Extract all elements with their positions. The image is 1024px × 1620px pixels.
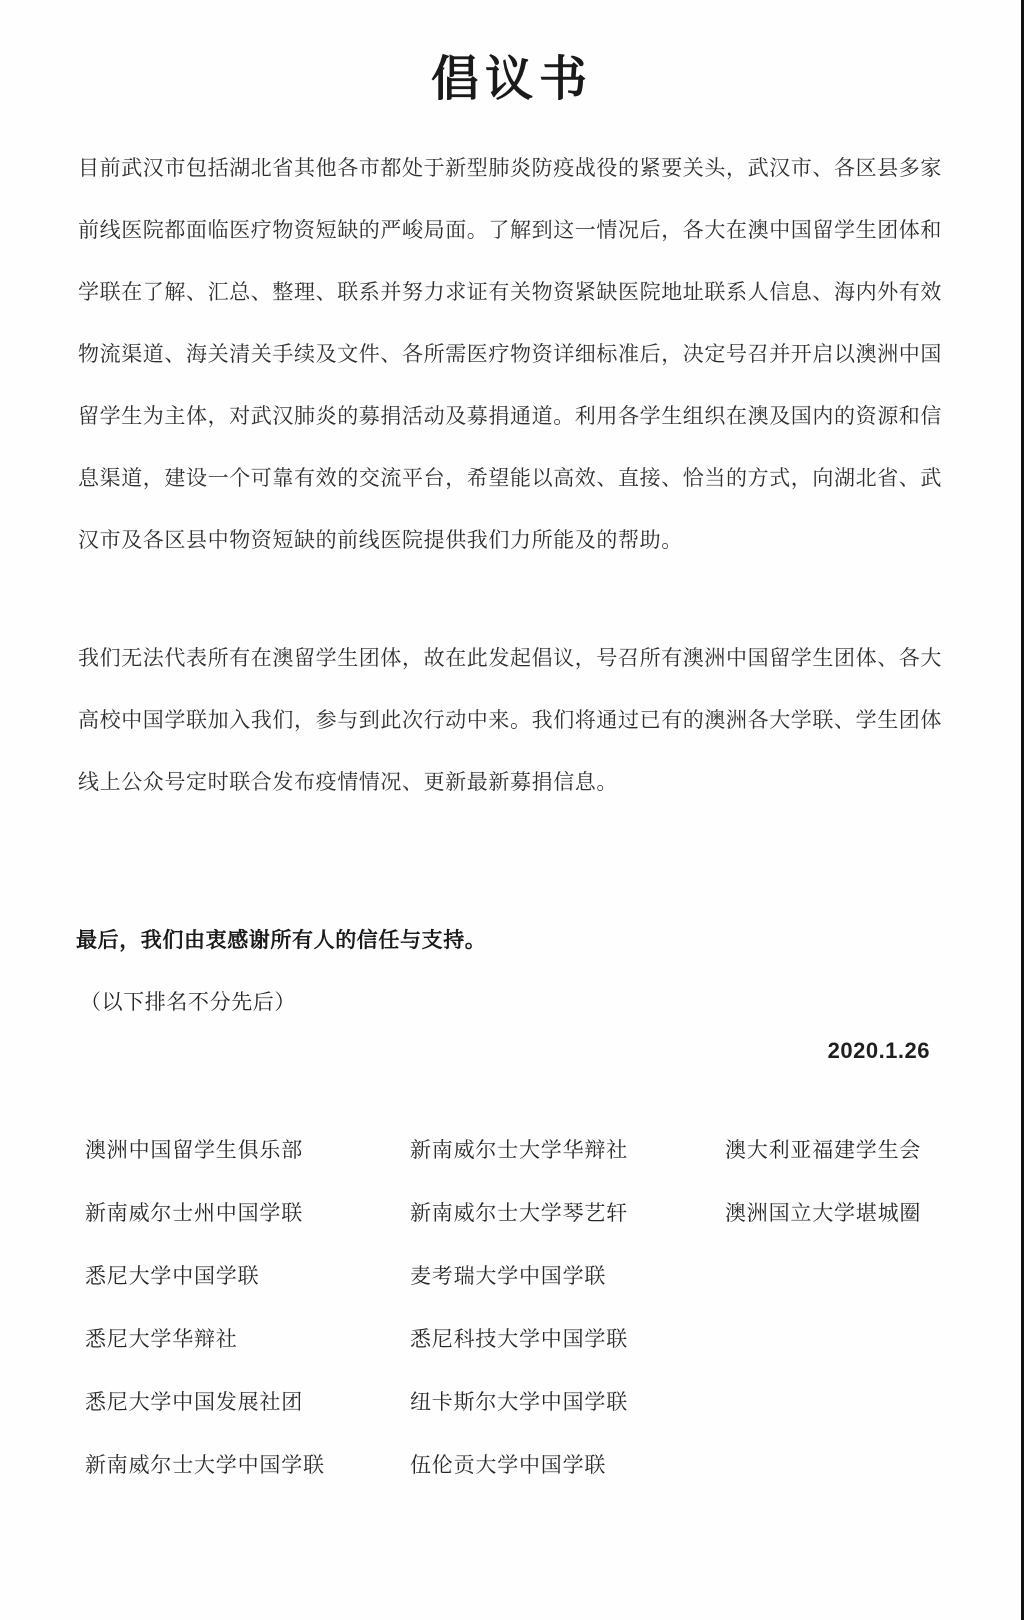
signatory-empty-cell — [725, 1434, 1024, 1497]
paragraph-line: 前线医院都面临医疗物资短缺的严峻局面。了解到这一情况后，各大在澳中国留学生团体和 — [78, 219, 942, 242]
signatory-name: 新南威尔士州中国学联 — [85, 1202, 303, 1225]
signatory-name: 澳洲国立大学堪城圈 — [725, 1202, 922, 1225]
paragraph-line: 汉市及各区县中物资短缺的前线医院提供我们力所能及的帮助。 — [78, 529, 683, 552]
paragraph-line: 物流渠道、海关清关手续及文件、各所需医疗物资详细标准后，决定号召并开启以澳洲中国 — [78, 343, 942, 366]
signatory-name: 新南威尔士大学华辩社 — [410, 1139, 628, 1162]
signatory-list — [0, 1119, 1024, 1497]
paragraph-line: 学联在了解、汇总、整理、联系并努力求证有关物资紧缺医院地址联系人信息、海内外有效 — [78, 281, 942, 304]
signatory-name: 悉尼科技大学中国学联 — [410, 1328, 628, 1351]
signatory-name: 澳洲中国留学生俱乐部 — [85, 1139, 303, 1162]
paragraph — [78, 138, 950, 572]
signatory-name: 澳大利亚福建学生会 — [725, 1139, 922, 1162]
signatory-name: 悉尼大学华辩社 — [85, 1328, 238, 1351]
signatory-empty-cell — [725, 1371, 1024, 1434]
signatory-empty-cell — [725, 1245, 1024, 1308]
body-paragraphs — [0, 138, 1024, 814]
paragraph-line: 我们无法代表所有在澳留学生团体，故在此发起倡议，号召所有澳洲中国留学生团体、各大 — [78, 647, 942, 670]
signatory-name: 悉尼大学中国学联 — [85, 1265, 260, 1288]
paragraph-line: 留学生为主体，对武汉肺炎的募捐活动及募捐通道。利用各学生组织在澳及国内的资源和信 — [78, 405, 942, 428]
page-title: 倡议书 — [430, 53, 593, 106]
paragraph-line: 息渠道，建设一个可靠有效的交流平台，希望能以高效、直接、恰当的方式，向湖北省、武 — [78, 467, 942, 490]
ranking-note-line: （以下排名不分先后） — [80, 991, 296, 1014]
paragraph-line: 目前武汉市包括湖北省其他各市都处于新型肺炎防疫战役的紧要关头，武汉市、各区县多家 — [78, 157, 942, 180]
paragraph-line: 高校中国学联加入我们，参与到此次行动中来。我们将通过已有的澳洲各大学联、学生团体 — [78, 709, 942, 732]
paragraph — [78, 628, 950, 814]
signatory-name: 悉尼大学中国发展社团 — [85, 1391, 303, 1414]
closing-thanks-line: 最后，我们由衷感谢所有人的信任与支持。 — [76, 929, 487, 952]
signatory-name: 麦考瑞大学中国学联 — [410, 1265, 607, 1288]
signatory-name: 新南威尔士大学琴艺轩 — [410, 1202, 628, 1225]
signatory-name: 纽卡斯尔大学中国学联 — [410, 1391, 628, 1414]
paragraph-line: 线上公众号定时联合发布疫情情况、更新最新募捐信息。 — [78, 771, 618, 794]
signatory-empty-cell — [725, 1308, 1024, 1371]
signatory-name: 新南威尔士大学中国学联 — [85, 1454, 325, 1477]
signatory-name: 伍伦贡大学中国学联 — [410, 1454, 607, 1477]
document-date: 2020.1.26 — [827, 1038, 930, 1063]
